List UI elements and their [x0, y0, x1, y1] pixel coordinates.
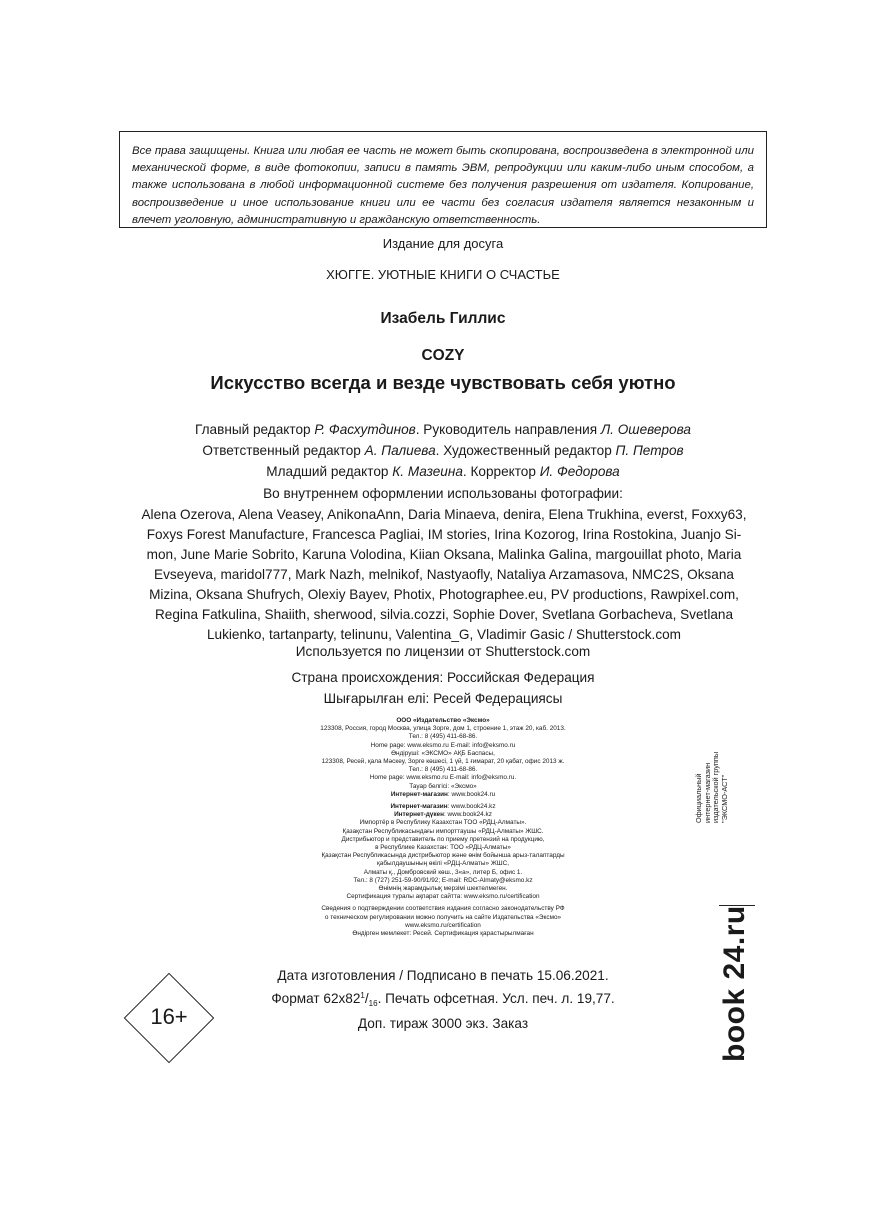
chief-editor-label: Главный редактор [195, 422, 311, 437]
resp-editor: А. Палиева [364, 443, 436, 458]
imprint-line: Сертификация туралы ақпарат сайтта: www.eksmo.ru/certification [346, 893, 540, 901]
imprint-line: 123308, Россия, город Москва, улица Зорге, дом 1, строение 1, этаж 20, каб. 2013. [320, 725, 566, 733]
brand-caption-line: издательской группы [711, 751, 721, 823]
art-editor-label: Художественный редактор [443, 443, 612, 458]
shop-label: Интернет-магазин [390, 790, 448, 798]
imprint-line: Қазақстан Республикасындағы импорттаушы «РДЦ-Алматы» ЖШС. [342, 827, 544, 835]
imprint-line: Өндіруші: «ЭКСМО» АҚБ Баспасы, [391, 749, 495, 757]
corrector-label: Корректор [470, 464, 536, 479]
photo-credits-line: Regina Fatkulina, Shaiith, sherwood, silvia.cozzi, Sophie Dover, Svetlana Gorbacheva, Svetlana [154, 607, 734, 622]
origin-kz: Шығарылған елі: Ресей Федерациясы [323, 691, 563, 706]
editorial-credits [0, 419, 886, 482]
junior-editor-label: Младший редактор [266, 464, 389, 479]
imprint-line: www.eksmo.ru/certification [405, 921, 481, 929]
format-sub: 16 [368, 999, 378, 1008]
imprint-line: Импортёр в Республику Казахстан ТОО «РДЦ-Алматы». [359, 819, 527, 827]
edition-type: Издание для досуга [382, 236, 504, 251]
print-date: Дата изготовления / Подписано в печать 15.06.2021. [277, 968, 609, 983]
shop-label: Интернет-дүкен [394, 811, 444, 819]
license-line: Используется по лицензии от Shutterstock.com [295, 644, 591, 659]
photos-label: Во внутреннем оформлении использованы фотографии: [263, 486, 623, 501]
director: Л. Ошеверова [600, 422, 691, 437]
format-suffix: . Печать офсетная. Усл. печ. л. 19,77. [377, 991, 615, 1006]
format-sup: 1 [360, 991, 365, 1000]
imprint-line: Алматы қ., Домбровский көш., 3«а», литер Б, офис 1. [363, 868, 523, 876]
photo-credits-line: Evseyeva, maridol777, Mark Nazh, melnikof, Nastyaofly, Nataliya Arzamasova, NMC2S, Oksana [154, 567, 734, 582]
director-label: Руководитель направления [423, 422, 598, 437]
imprint-shop-ru [250, 791, 636, 799]
print-run: Доп. тираж 3000 экз. Заказ [357, 1016, 529, 1031]
imprint-line: Тел.: 8 (495) 411-68-86. [408, 766, 478, 774]
brand-caption-line: Официальный [694, 773, 703, 823]
resp-editor-label: Ответственный редактор [202, 443, 361, 458]
publisher-name: ООО «Издательство «Эксмо» [396, 717, 490, 724]
imprint-line: қабылдаушының өкілі «РДЦ-Алматы» ЖШС, [377, 860, 509, 868]
photo-credits-line: Mizina, Oksana Shufrych, Olexiy Bayev, Photix, Photographee.eu, PV productions, Rawpixel.com, [149, 587, 739, 602]
shop-url: : www.book24.kz [443, 811, 492, 819]
title-original: COZY [421, 347, 465, 364]
rights-notice-box [119, 131, 767, 228]
format-prefix: Формат 62х82 [271, 991, 361, 1006]
imprint-line: Дистрибьютор и представитель по приему претензий на продукцию, [341, 835, 545, 843]
age-rating: 16+ [150, 1004, 188, 1029]
series-title: ХЮГГЕ. УЮТНЫЕ КНИГИ О СЧАСТЬЕ [326, 267, 560, 282]
imprint-line: Home page: www.eksmo.ru E-mail: info@eksmo.ru. [369, 774, 517, 782]
imprint-line: Тел.: 8 (727) 251-59-90/91/92; E-mail: RDC-Almaty@eksmo.kz [353, 876, 533, 884]
imprint-line: о техническом регулировании можно получить на сайте Издательства «Эксмо» [324, 913, 562, 921]
shop-label: Интернет-магазин [390, 803, 448, 811]
imprint-line: Home page: www.eksmo.ru E-mail: info@eksmo.ru [370, 741, 516, 749]
shop-url: : www.book24.kz [447, 803, 496, 811]
credits-line-2: Ответственный редактор А. Палиева. Художественный редактор П. Петров [202, 443, 684, 458]
imprint-line: 123308, Ресей, қала Мәскеу, Зорге көшесі, 1 үй, 1 ғимарат, 20 қабат, офис 2013 ж. [321, 758, 565, 766]
junior-editor: К. Мазеина [392, 464, 463, 479]
title-russian: Искусство всегда и везде чувствовать себя уютно [210, 372, 676, 393]
rights-notice: Все права защищены. Книга или любая ее часть не может быть скопирована, воспроизведена в электронной или механической форме, в виде фотокопии, записи в память ЭВМ, репродукции или каким-либо иным способом, а также использована в любой информационной системе без получения разрешения от издателя. Копирование, воспроизведение и иное использование книги или ее части без согласия издателя является незаконным и влечет уголовную, административную и гражданскую ответственность. [132, 145, 754, 226]
imprint-line: Өнімнің жарамдылық мерзімі шектелмеген. [378, 885, 508, 893]
photo-credits-line: mon, June Marie Sobrito, Karuna Volodina, Kiian Oksana, Malinka Galina, margouillat photo, Maria [146, 547, 742, 562]
brand-caption [695, 748, 729, 823]
origin-ru: Страна происхождения: Российская Федерация [291, 670, 595, 685]
imprint-line: Тел.: 8 (495) 411-68-86. [408, 733, 478, 741]
photo-credits-line: Foxys Forest Manufacture, Francesca Pagliai, IM stories, Irina Kozorog, Irina Rostokina, Juanjo Si- [146, 527, 742, 542]
photo-credits-line: Alena Ozerova, Alena Veasey, AnikonaAnn, Daria Minaeva, denira, Elena Trukhina, everst, Foxxy63, [141, 507, 747, 522]
imprint-line: Сведения о подтверждении соответствия издания согласно законодательству РФ [321, 905, 565, 913]
format-slash: / [364, 991, 369, 1006]
imprint-line: Қазақстан Республикасында дистрибьютор және өнім бойынша арыз-талаптарды [321, 852, 565, 860]
art-editor: П. Петров [615, 443, 684, 458]
author-name: Изабель Гиллис [380, 310, 506, 327]
credits-line-1: Главный редактор Р. Фасхутдинов. Руководитель направления Л. Ошеверова [195, 422, 691, 437]
brand-caption-line: интернет-магазин [702, 762, 712, 823]
shop-url: : www.book24.ru [447, 790, 496, 798]
imprint-line: Тауар белгісі: «Эксмо» [409, 782, 477, 790]
photo-credits [120, 505, 768, 645]
credits-line-3: Младший редактор К. Мазеина. Корректор И. Федорова [266, 464, 620, 479]
imprint-shop-kz1 [250, 803, 636, 811]
corrector: И. Федорова [539, 464, 620, 479]
chief-editor: Р. Фасхутдинов [314, 422, 416, 437]
photo-credits-line: Lukienko, tartanparty, telinunu, Valentina_G, Vladimir Gasic / Shutterstock.com [207, 627, 681, 642]
brand-logo-text: book 24.ru [718, 905, 751, 1062]
imprint-line: Өндірген мемлекет: Ресей. Сертификация қарастырылмаған [352, 930, 534, 938]
brand-caption-line: "ЭКСМО-АСТ" [719, 774, 729, 823]
publisher-imprint [250, 717, 636, 938]
imprint-line: в Республике Казахстан: ТОО «РДЦ-Алматы» [375, 844, 511, 852]
